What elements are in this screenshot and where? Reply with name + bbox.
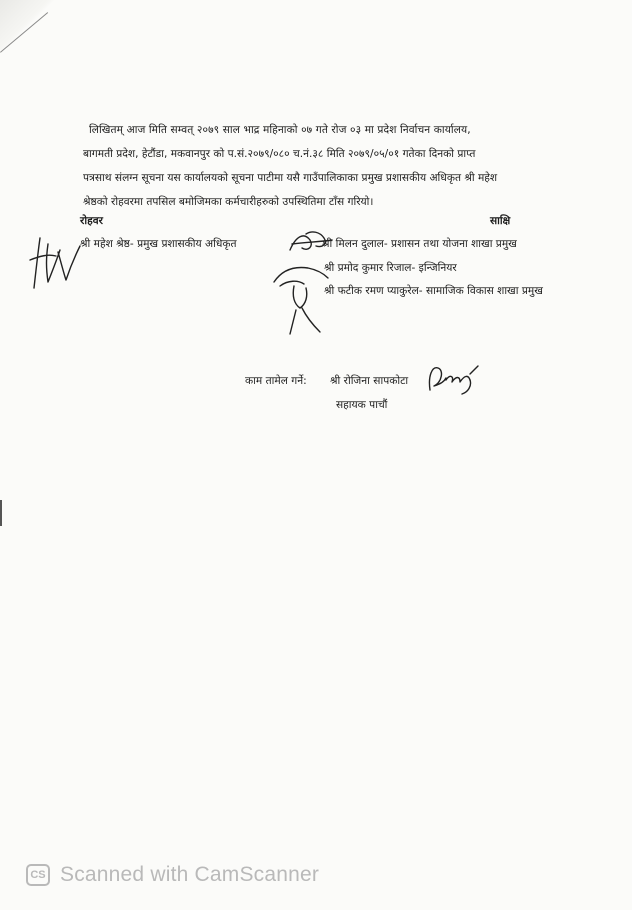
rohabar-heading: रोहवर <box>80 215 103 227</box>
witness-heading: साक्षि <box>490 215 511 227</box>
page-edge-mark <box>0 500 2 526</box>
executor-title: सहायक पाचौं <box>336 399 388 411</box>
signature-witness-1 <box>286 228 334 258</box>
executor-name: श्री रोजिना सापकोटा <box>330 375 409 387</box>
signature-executor <box>424 362 480 396</box>
signature-rohabar <box>26 232 84 294</box>
body-line-4: श्रेष्ठको रोहवरमा तपसिल बमोजिमका कर्मचारीहरुको उपस्थितिमा टाँस गरियो। <box>83 196 374 208</box>
rohabar-person: श्री महेश श्रेष्ठ- प्रमुख प्रशासकीय अधिकृत <box>80 238 237 250</box>
body-line-2: बागमती प्रदेश, हेटौंडा, मकवानपुर को प.सं.२०७९/०८० च.नं.३८ मिति २०७९/०५/०१ गतेका दिनको प्राप्त <box>83 148 476 160</box>
signature-witness-2-3 <box>268 258 334 336</box>
camscanner-logo-icon: CS <box>26 864 50 886</box>
body-line-1: लिखितम् आज मिति सम्वत् २०७९ साल भाद्र महिनाको ०७ गते रोज ०३ मा प्रदेश निर्वाचन कार्यालय, <box>89 124 471 136</box>
witness-person-2: श्री प्रमोद कुमार रिजाल- इन्जिनियर <box>324 262 457 274</box>
body-line-3: पत्रसाथ संलग्न सूचना यस कार्यालयको सूचना पाटीमा यसै गाउँपालिकाका प्रमुख प्रशासकीय अधिकृत श्री महेश <box>83 172 498 184</box>
witness-person-3: श्री फटीक रमण प्याकुरेल- सामाजिक विकास शाखा प्रमुख <box>324 285 543 297</box>
executor-label: काम तामेल गर्ने: <box>245 375 307 387</box>
document-body-paragraph <box>83 118 583 214</box>
witness-person-1: श्री मिलन दुलाल- प्रशासन तथा योजना शाखा प्रमुख <box>322 238 517 250</box>
camscanner-watermark <box>26 862 319 888</box>
camscanner-watermark-text: Scanned with CamScanner <box>60 863 320 886</box>
